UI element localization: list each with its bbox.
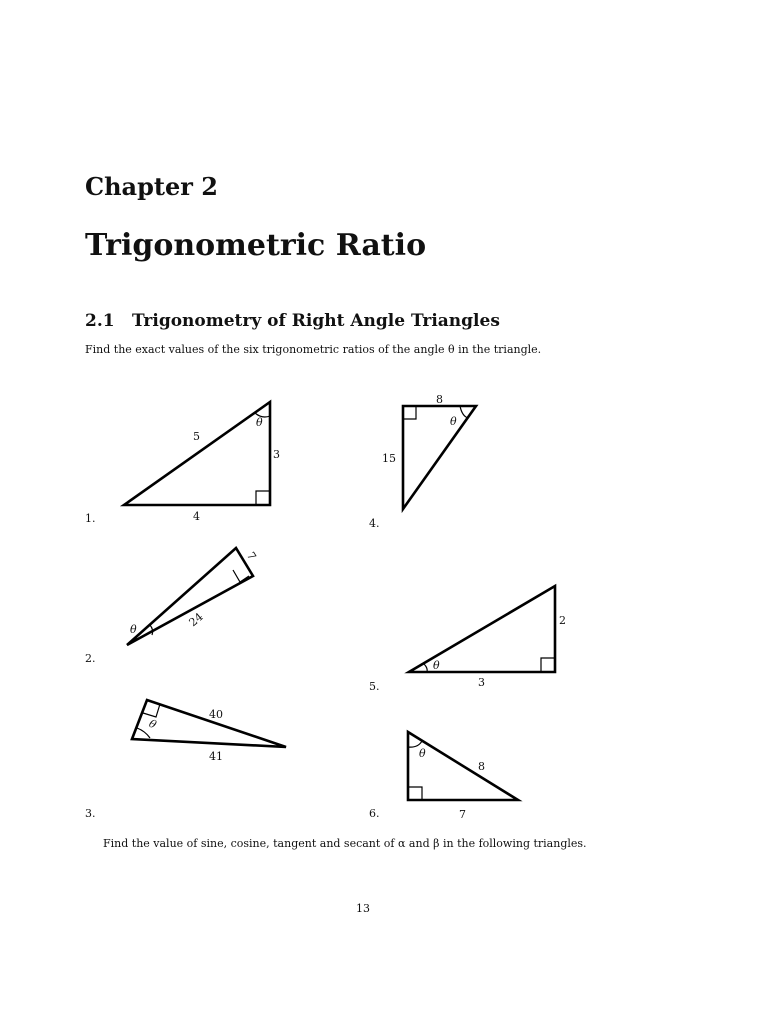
page-number: 13 [356, 902, 370, 915]
triangle-5-angle-label: θ [433, 659, 440, 672]
triangle-1-base-label: 4 [193, 510, 200, 523]
triangle-2-short-leg-label: 7 [244, 549, 259, 563]
right-angle-mark-6 [408, 787, 422, 800]
triangle-3-hypotenuse-label: 41 [209, 750, 223, 763]
right-angle-mark-4 [403, 406, 416, 419]
triangle-6-hypotenuse-label: 8 [478, 760, 485, 773]
section-title: Trigonometry of Right Angle Triangles [132, 311, 500, 331]
triangle-3-angle-label: θ [146, 716, 159, 732]
problem-number-5: 5. [369, 680, 380, 693]
triangle-4 [403, 406, 476, 509]
triangle-1-vertical-label: 3 [273, 448, 280, 461]
triangle-5-base-label: 3 [478, 676, 485, 689]
triangle-6-base-label: 7 [459, 808, 466, 821]
right-angle-mark-1 [256, 491, 270, 505]
triangle-4-top-label: 8 [436, 393, 443, 406]
triangle-3-leg-label: 40 [209, 708, 223, 721]
right-angle-mark-5 [541, 658, 555, 672]
triangle-4-angle-label: θ [450, 415, 457, 428]
triangle-2 [127, 548, 253, 645]
triangle-4-vertical-label: 15 [382, 452, 396, 465]
triangle-5-vertical-label: 2 [559, 614, 566, 627]
triangle-1 [124, 402, 270, 505]
triangle-1-hypotenuse-label: 5 [193, 430, 200, 443]
triangle-2-long-leg-label: 24 [186, 610, 206, 630]
triangle-5 [409, 586, 555, 672]
section-number: 2.1 [85, 311, 115, 331]
triangle-2-angle-label: θ [130, 623, 137, 636]
closing-instruction-text: Find the value of sine, cosine, tangent and secant of α and β in the following triangles. [103, 837, 587, 850]
triangle-1-angle-label: θ [256, 416, 263, 429]
triangle-6 [408, 732, 518, 800]
chapter-title: Trigonometric Ratio [85, 228, 427, 263]
problem-number-6: 6. [369, 807, 380, 820]
angle-arc-4 [460, 406, 468, 418]
problem-number-2: 2. [85, 652, 96, 665]
angle-arc-3 [137, 728, 150, 738]
instruction-text: Find the exact values of the six trigonometric ratios of the angle θ in the triangle. [85, 343, 542, 356]
problem-number-4: 4. [369, 517, 380, 530]
problem-number-1: 1. [85, 512, 96, 525]
problem-number-3: 3. [85, 807, 96, 820]
triangle-6-angle-label: θ [419, 747, 426, 760]
chapter-label: Chapter 2 [85, 172, 218, 201]
